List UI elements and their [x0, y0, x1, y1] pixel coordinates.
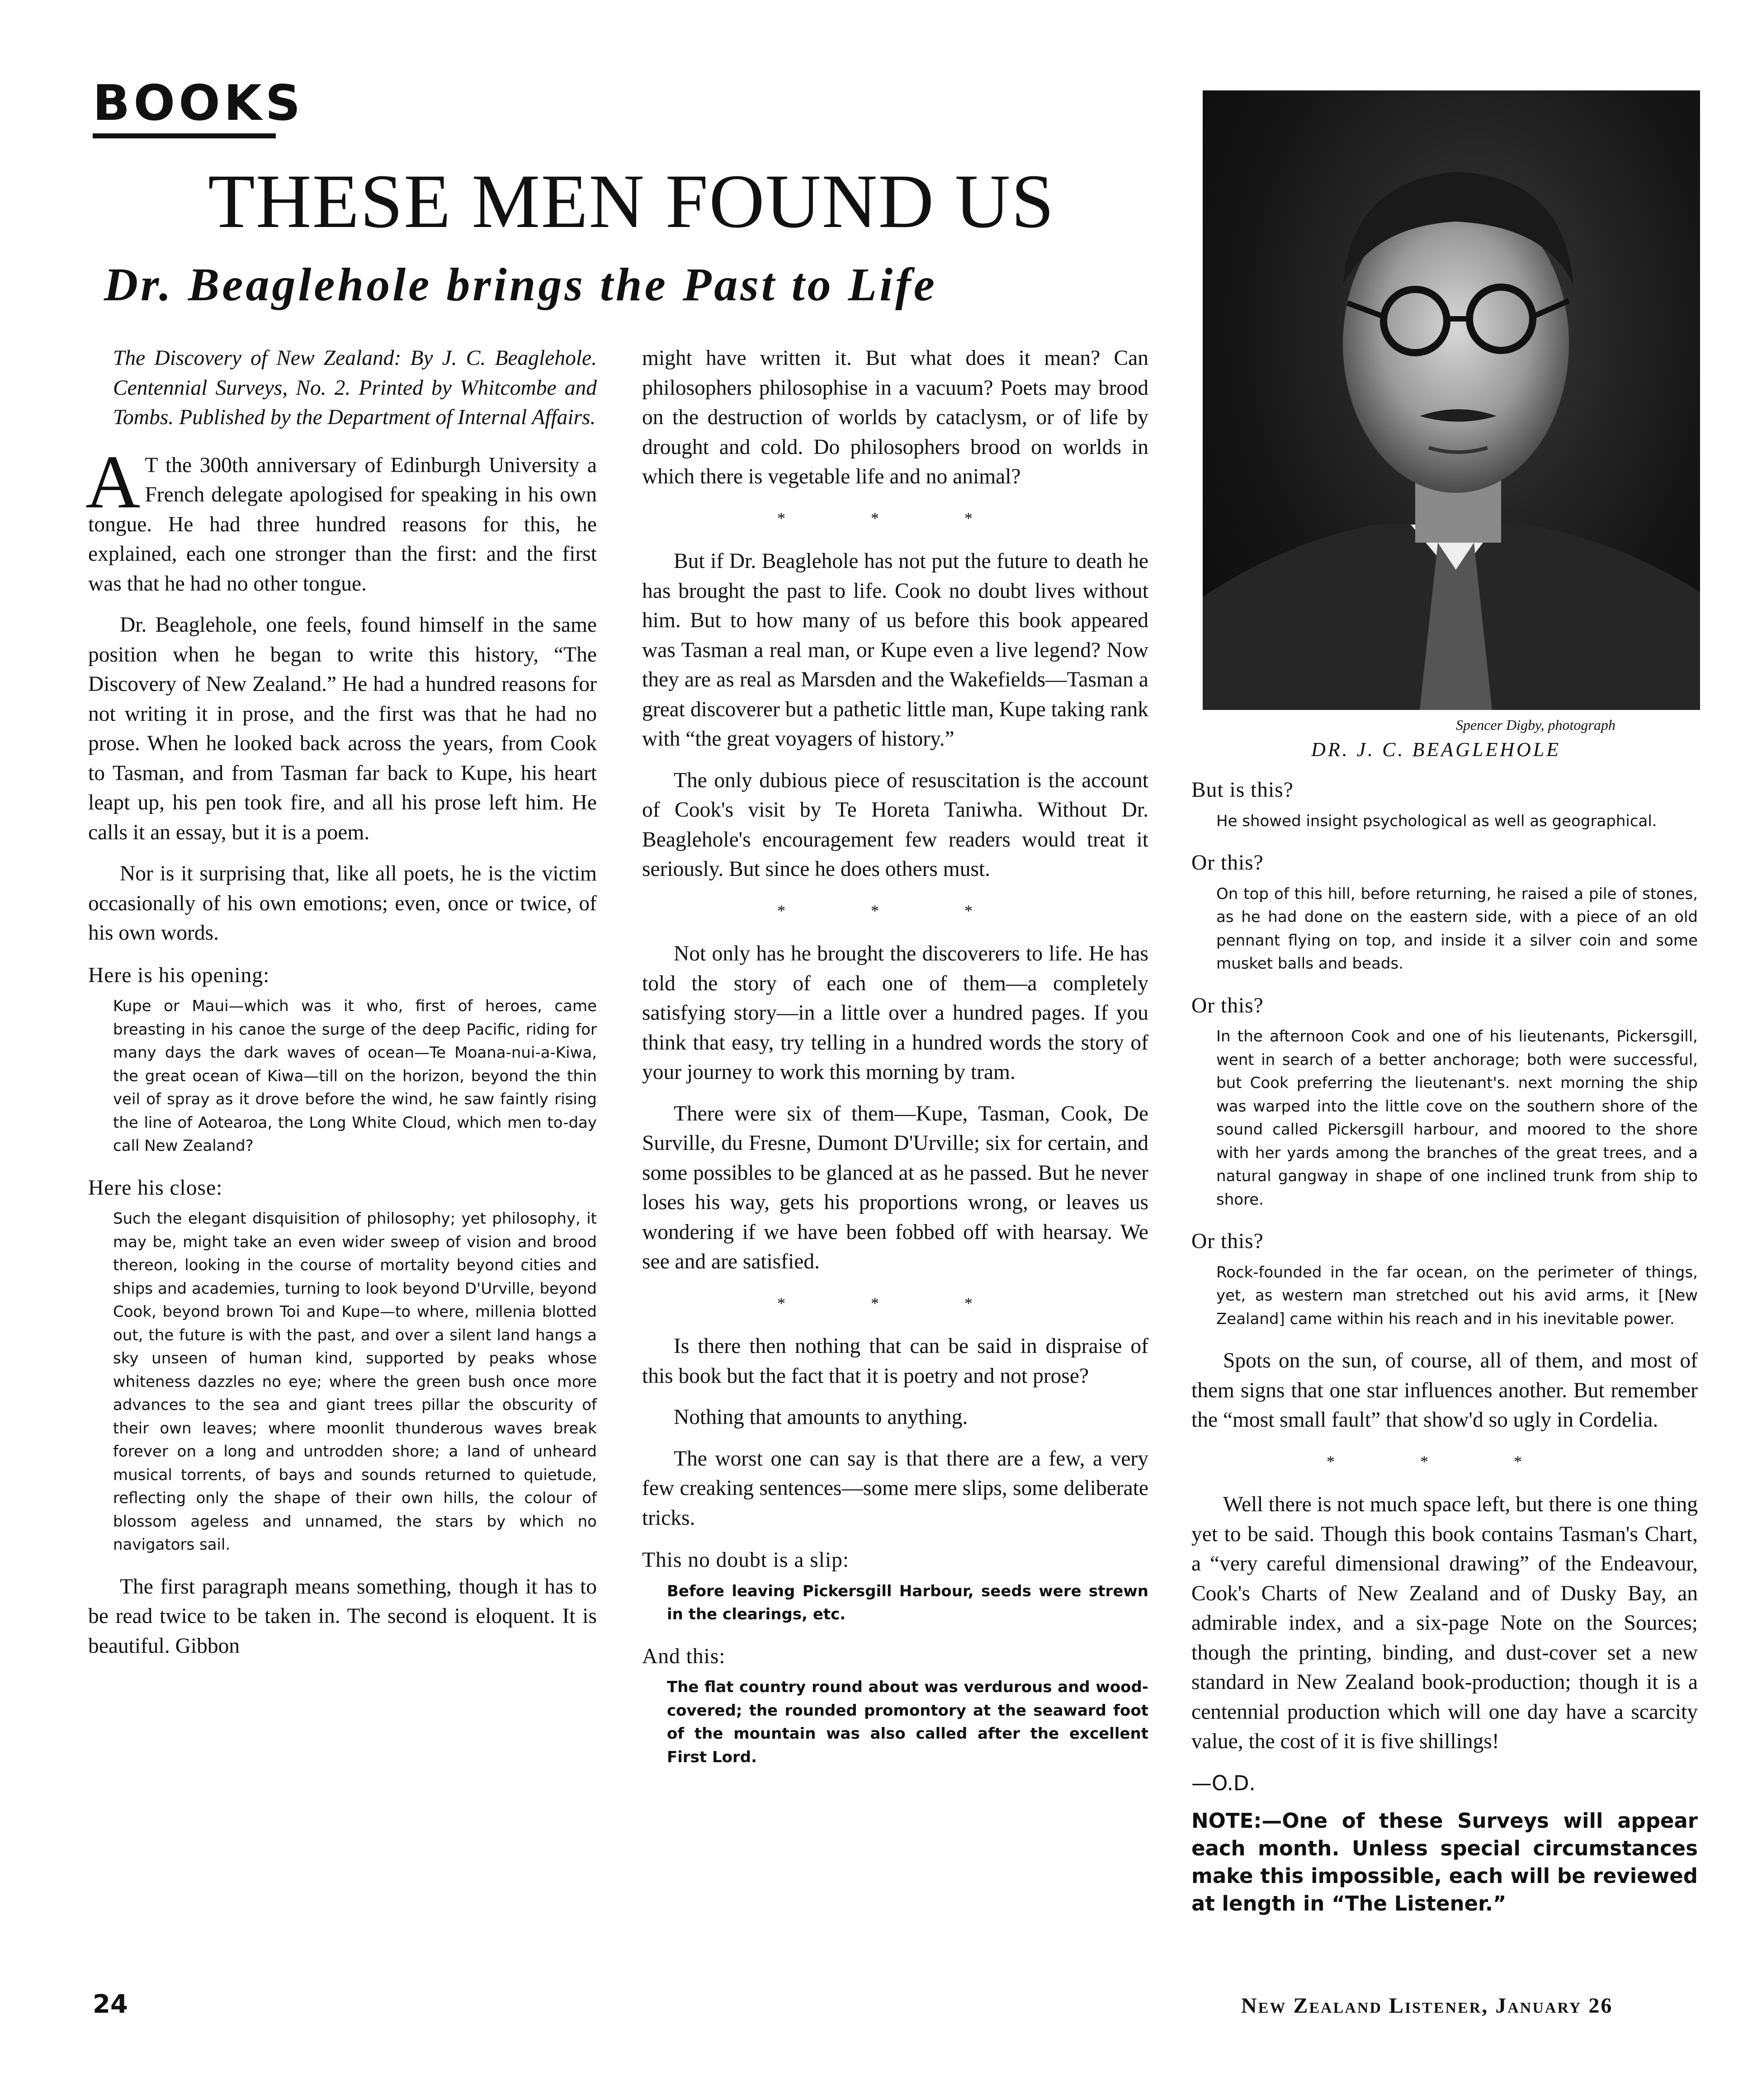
section-break: * * *	[777, 901, 1013, 920]
headline: THESE MEN FOUND US	[208, 159, 1055, 244]
block-quote: In the afternoon Cook and one of his lieutenants, Pickersgill, went in search of a better anchorage; both were successful, but Cook preferring the lieutenant's. next morning the ship was warped into the little cove on the southern shore of the sound called Pickersgill harbour, and moored to the shore with her yards among the branches of the great trees, and a natural gangway in shape of one inclined trunk from ship to shore.	[1216, 1027, 1698, 1209]
photo-caption: DR. J. C. BEAGLEHOLE	[1311, 738, 1561, 761]
quote-lead: Or this?	[1191, 1230, 1264, 1253]
block-quote: Such the elegant disquisition of philosophy; yet philosophy, it may be, might take an even wider sweep of vision and brood thereon, looking in the course of mortality beyond cities and ships and academies, turning to look beyond D'Urville, beyond Cook, beyond brown Toi and Kupe—to where, millenia blotted out, the future is with the past, and over a silent land hangs a sky unseen of human kind, supported by peaks whose whiteness dazzles no eye; where the green bush once more advances to the sea and giant trees pillar the obscurity of their own leaves; where moonlit thunderous waves break forever on a long and untrodden shore; a land of unheard musical torrents, of bays and sounds returned to quietude, reflecting only the shape of their own hills, the colour of blossom ageless and unnamed, the stars by which no navigators sail.	[113, 1210, 597, 1554]
paragraph: Not only has he brought the discoverers to life. He has told the story of each one of them—a completely satisfying story—in a little over a hundred pages. If you think that easy, try telling in a hundred words the story of your journey to work this morning by tram.	[642, 942, 1148, 1084]
paragraph: Spots on the sun, of course, all of them, and most of them signs that one star influences another. But remember the “most small fault” that show'd so ugly in Cordelia.	[1191, 1349, 1698, 1432]
paragraph: Is there then nothing that can be said in dispraise of this book but the fact that it is poetry and not prose?	[642, 1334, 1148, 1388]
publication-footer: New Zealand Listener, January 26	[1241, 1994, 1613, 2018]
paragraph: There were six of them—Kupe, Tasman, Cook, De Surville, du Fresne, Dumont D'Urville; six for certain, and some possibles to be glanced at as he passed. But he never loses his way, gets his proportions wrong, or leaves us wondering if we have been fobbed off with hearsay. We see and are satisfied.	[642, 1102, 1148, 1273]
column-2	[642, 344, 1148, 1784]
quote-lead: This no doubt is a slip:	[642, 1548, 850, 1572]
block-quote: Rock-founded in the far ocean, on the perimeter of things, yet, as western man stretched out his avid arms, it [New Zealand] came within his reach and in his inevitable power.	[1216, 1263, 1698, 1328]
quote-lead: Here his close:	[88, 1176, 223, 1200]
photo-credit: Spencer Digby, photograph	[1456, 717, 1615, 733]
note-text: —One of these Surveys will appear each month. Unless special circumstances make this impossible, each will be reviewed at length in “The Listener.”	[1191, 1809, 1698, 1916]
author-portrait	[1203, 90, 1700, 710]
paragraph-text: T the 300th anniversary of Edinburgh University a French delegate apologised for speaking in his own tongue. He had three hundred reasons for this, he explained, each one stronger than the first: and the first was that he had no other tongue.	[88, 453, 597, 596]
section-label: BOOKS	[93, 75, 304, 132]
section-rule	[93, 133, 276, 138]
subheadline: Dr. Beaglehole brings the Past to Life	[104, 259, 937, 311]
block-quote: Kupe or Maui—which was it who, first of heroes, came breasting in his canoe the surge of the deep Pacific, riding for many days the dark waves of ocean—Te Moana-nui-a-Kiwa, the great ocean of Kiwa—till on the horizon, beyond the thin veil of spray as it drove before the wind, he saw faintly rising the line of Aotearoa, the Long White Cloud, which men to-day call New Zealand?	[113, 997, 597, 1155]
quote-lead: Or this?	[1191, 993, 1264, 1017]
quote-lead: And this:	[642, 1644, 726, 1668]
section-break: * * *	[777, 509, 1013, 527]
portrait-illustration	[1203, 90, 1700, 710]
paragraph: Well there is not much space left, but there is one thing yet to be said. Though this book contains Tasman's Chart, a “very careful dimensional drawing” of the Endeavour, Cook's Charts of New Zealand and of Dusky Bay, an admirable index, and a six-page Note on the Sources; though the printing, binding, and dust-cover set a new standard in New Zealand book-production; though it is a centennial production which will one day have a scarcity value, the cost of it is five shillings!	[1191, 1493, 1698, 1753]
paragraph: The only dubious piece of resuscitation is the account of Cook's visit by Te Horeta Taniwha. Without Dr. Beaglehole's encouragement few readers would treat it seriously. But since he does others must.	[642, 768, 1148, 881]
section-break: * * *	[1327, 1452, 1563, 1471]
editor-note	[1191, 1807, 1698, 1917]
quote-lead: But is this?	[1191, 778, 1294, 802]
column-3	[1191, 776, 1698, 1929]
block-quote: He showed insight psychological as well as geographical.	[1216, 812, 1657, 830]
paragraph: The worst one can say is that there are a few, a very few creaking sentences—some mere slips, some deliberate tricks.	[642, 1447, 1148, 1530]
block-quote: On top of this hill, before returning, he raised a pile of stones, as he had done on the eastern side, with a piece of an old pennant flying on top, and inside it a silver coin and some musket balls and beads.	[1216, 884, 1698, 973]
quote-lead: Or this?	[1191, 851, 1264, 875]
book-details: The Discovery of New Zealand: By J. C. Beaglehole. Centennial Surveys, No. 2. Printed by Whitcombe and Tombs. Published by the Department of Internal Affairs.	[113, 346, 597, 429]
note-label: NOTE:	[1191, 1809, 1262, 1833]
block-quote: Before leaving Pickersgill Harbour, seeds were strewn in the clearings, etc.	[667, 1582, 1148, 1623]
column-1	[85, 344, 597, 1673]
quote-lead: Here is his opening:	[88, 963, 270, 987]
paragraph: The first paragraph means something, though it has to be read twice to be taken in. The second is eloquent. It is beautiful. Gibbon	[88, 1575, 597, 1658]
author-signature: —O.D.	[1191, 1771, 1256, 1795]
paragraph	[85, 440, 597, 599]
block-quote: The flat country round about was verdurous and wood-covered; the rounded promontory at the seaward foot of the mountain was also called after the excellent First Lord.	[667, 1678, 1148, 1766]
paragraph: might have written it. But what does it mean? Can philosophers philosophise in a vacuum? Poets may brood on the destruction of worlds by cataclysm, or of life by drought and cold. Do philosophers brood on worlds in which there is vegetable life and no animal?	[642, 346, 1148, 488]
page-number: 24	[93, 1990, 128, 2019]
paragraph: Dr. Beaglehole, one feels, found himself in the same position when he began to write this history, “The Discovery of New Zealand.” He had a hundred reasons for not writing it in prose, and the first was that he had no prose. When he looked back across the years, from Cook to Tasman, and from Tasman far back to Kupe, his heart leapt up, his pen took fire, and all his prose left him. He calls it an essay, but it is a poem.	[88, 613, 597, 844]
paragraph: Nothing that amounts to anything.	[674, 1405, 968, 1429]
paragraph: Nor is it surprising that, like all poets, he is the victim occasionally of his own emotions; even, once or twice, of his own words.	[88, 862, 597, 945]
drop-cap: A	[85, 440, 141, 524]
section-break: * * *	[777, 1294, 1013, 1312]
paragraph: But if Dr. Beaglehole has not put the future to death he has brought the past to life. Cook no doubt lives without him. But to how many of us before this book appeared was Tasman a real man, or Kupe even a live legend? Now they are as real as Marsden and the Wakefields—Tasman a great discoverer but a pathetic little man, Kupe taking rank with “the great voyagers of history.”	[642, 549, 1148, 751]
